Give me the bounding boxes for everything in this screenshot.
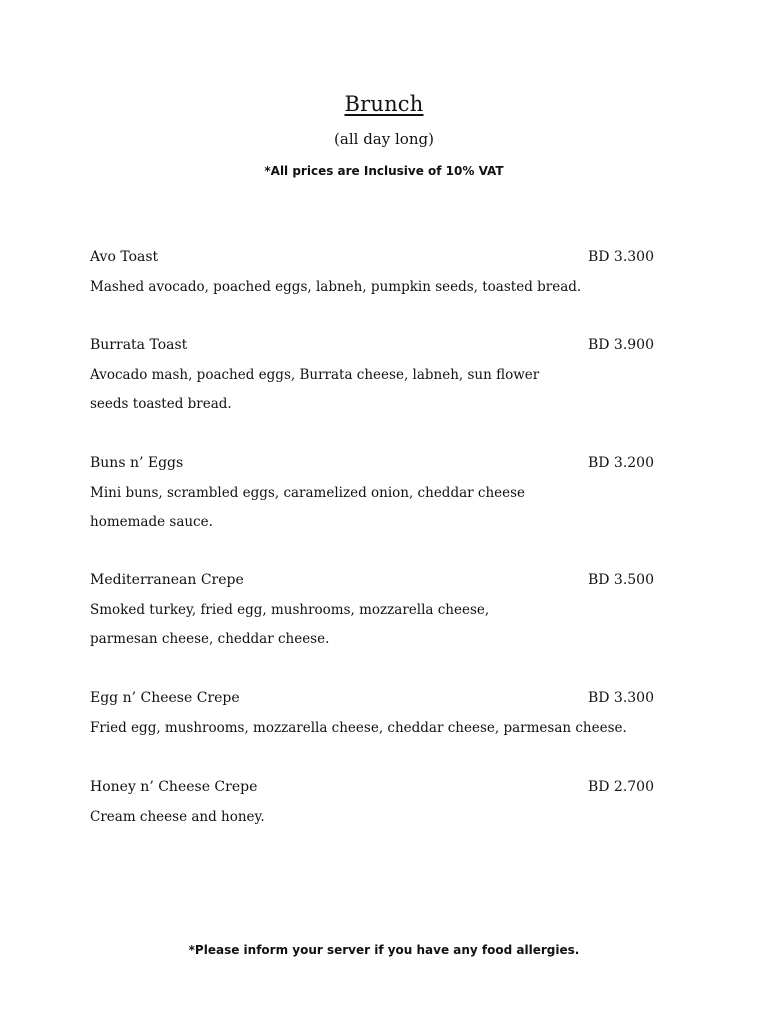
item-description-egg-n-cheese-crepe: Fried egg, mushrooms, mozzarella cheese, cheddar cheese, parmesan cheese. [90, 720, 627, 736]
item-price-mediterranean-crepe: BD 3.500 [587, 572, 654, 588]
item-description-honey-n-cheese-crepe: Cream cheese and honey. [90, 809, 265, 825]
item-description-burrata-toast: Avocado mash, poached eggs, Burrata cheese, labneh, sun flower seeds toasted bread. [90, 367, 540, 412]
menu-title: Brunch [344, 92, 424, 116]
item-description-buns-n-eggs: Mini buns, scrambled eggs, caramelized onion, cheddar cheese homemade sauce. [90, 485, 526, 530]
item-price-burrata-toast: BD 3.900 [587, 337, 654, 353]
menu-subtitle: (all day long) [334, 130, 434, 148]
item-name-mediterranean-crepe: Mediterranean Crepe [90, 572, 244, 588]
item-name-burrata-toast: Burrata Toast [90, 337, 188, 353]
item-name-buns-n-eggs: Buns n’ Eggs [90, 455, 184, 471]
item-price-egg-n-cheese-crepe: BD 3.300 [587, 690, 654, 706]
item-price-avo-toast: BD 3.300 [587, 249, 654, 265]
allergy-note: *Please inform your server if you have any food allergies. [188, 943, 580, 957]
item-price-buns-n-eggs: BD 3.200 [587, 455, 654, 471]
item-name-egg-n-cheese-crepe: Egg n’ Cheese Crepe [90, 690, 240, 706]
item-name-avo-toast: Avo Toast [90, 249, 159, 265]
item-description-avo-toast: Mashed avocado, poached eggs, labneh, pumpkin seeds, toasted bread. [90, 279, 582, 295]
item-description-mediterranean-crepe: Smoked turkey, fried egg, mushrooms, mozzarella cheese, parmesan cheese, cheddar cheese. [90, 602, 490, 647]
item-price-honey-n-cheese-crepe: BD 2.700 [587, 779, 654, 795]
vat-note: *All prices are Inclusive of 10% VAT [264, 164, 504, 178]
item-name-honey-n-cheese-crepe: Honey n’ Cheese Crepe [90, 779, 258, 795]
